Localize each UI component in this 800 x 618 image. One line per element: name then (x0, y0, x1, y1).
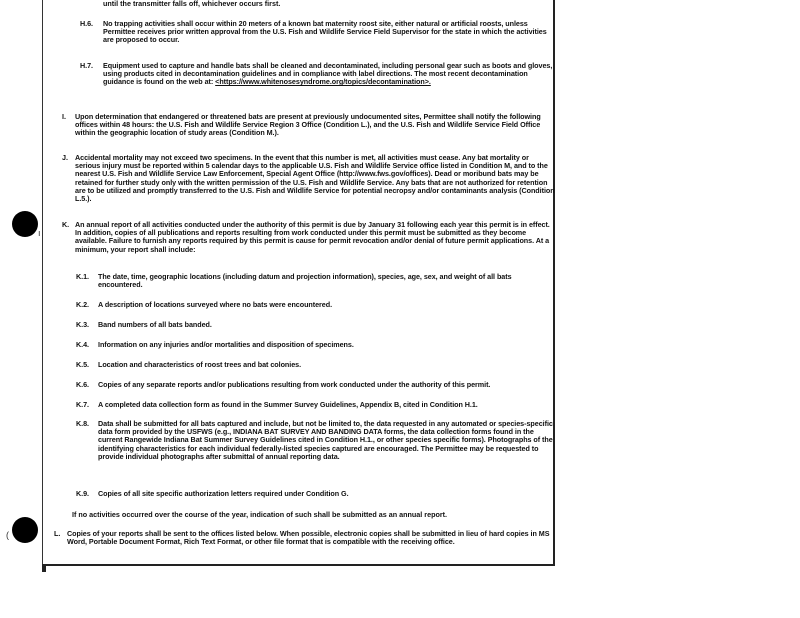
condition-k4-text: Information on any injuries and/or mortalities and disposition of specimens. (98, 340, 354, 349)
condition-l-label: L. (54, 529, 61, 538)
condition-k6-text: Copies of any separate reports and/or publications resulting from work conducted under the authority of this permit. (98, 380, 491, 389)
condition-h6-label: H.6. (80, 19, 93, 28)
condition-k8-text: Data shall be submitted for all bats captured and include, but not be limited to, the data requested in any automated or species-specific data form provided by the USFWS (e.g., INDIANA BAT SURVEY AND BANDING DATA forms, the data collection forms found in the current Rangewide Indiana Bat Summer Survey Guidelines cited in Condition H.1., or other species specific forms). Photographs of the identifying characteristics for each individual federally-listed species captured are encouraged. The Permittee may be requested to provide individual photographs after submittal of annual reporting data. (98, 419, 553, 461)
condition-k8-label: K.8. (76, 419, 89, 428)
punch-hole-lower (12, 517, 38, 543)
margin-paren: ( (6, 530, 9, 540)
margin-mark: ı (38, 228, 41, 238)
condition-j-text: Accidental mortality may not exceed two specimens. In the event that this number is met, all activities must cease. Any bat mortality or serious injury must be reported within 5 calendar days to the applicable U.S. Fish and Wildlife Service office listed in Condition M, and to the nearest U.S. Fish and Wildlife Service Law Enforcement, Special Agent Office (http://www.fws.gov/offices). Dead or moribund bats may be retained for further study only with the written permission of the U.S. Fish and Wildlife Service. Any bats that are not authorized for retention are to be utilized and promptly transferred to the U.S. Fish and Wildlife Service for potential necropsy and/or contaminants analysis (Condition L.5.). (75, 153, 555, 204)
condition-j-label: J. (62, 153, 68, 162)
condition-k9-label: K.9. (76, 489, 89, 498)
top-continuation-line: until the transmitter falls off, whichever occurs first. (103, 0, 281, 8)
decontamination-link[interactable]: <https://www.whitenosesyndrome.org/topics/decontamination>. (215, 77, 431, 87)
condition-l-text: Copies of your reports shall be sent to the offices listed below. When possible, electronic copies shall be submitted in lieu of hard copies in MS Word, Portable Document Format, Rich Text Format, or other file format that is compatible with the receiving office. (67, 529, 550, 547)
condition-k5-text: Location and characteristics of roost trees and bat colonies. (98, 360, 302, 369)
condition-k7-label: K.7. (76, 400, 89, 409)
condition-k9-text: Copies of all site specific authorization letters required under Condition G. (98, 489, 349, 498)
annual-report-note: If no activities occurred over the course of the year, indication of such shall be submitted as an annual report. (72, 510, 448, 519)
page-bottom-fragment (42, 566, 46, 572)
condition-k-text: An annual report of all activities conducted under the authority of this permit is due by January 31 following each year this permit is in effect. In addition, copies of all publications and reports resulting from work conducted under this permit must be submitted as they become available. Failure to furnish any reports required by this permit is cause for permit revocation and/or denial of future permit applications. At a minimum, your report shall include: (75, 220, 550, 254)
condition-h7-body (103, 62, 555, 87)
condition-k2-text: A description of locations surveyed where no bats were encountered. (98, 300, 333, 309)
condition-k4-label: K.4. (76, 340, 89, 349)
condition-k3-label: K.3. (76, 320, 89, 329)
condition-i-text: Upon determination that endangered or threatened bats are present at previously undocumented sites, Permittee shall notify the following offices within 48 hours: the U.S. Fish and Wildlife Service Region 3 Office (Condition L.), and the U.S. Fish and Wildlife Service Field Office within the geographic location of study areas (Condition M.). (75, 112, 541, 138)
condition-k2-label: K.2. (76, 300, 89, 309)
punch-hole-upper (12, 211, 38, 237)
condition-k3-text: Band numbers of all bats banded. (98, 320, 212, 329)
condition-k5-label: K.5. (76, 360, 89, 369)
condition-k1-text: The date, time, geographic locations (including datum and projection information), species, age, sex, and weight of all bats encountered. (98, 272, 512, 290)
condition-k1-label: K.1. (76, 272, 89, 281)
condition-k-label: K. (62, 220, 70, 229)
page-left-edge (42, 0, 43, 566)
condition-h7-label: H.7. (80, 61, 93, 70)
condition-k6-label: K.6. (76, 380, 89, 389)
condition-k7-text: A completed data collection form as found in the Summer Survey Guidelines, Appendix B, cited in Condition H.1. (98, 400, 478, 409)
condition-h7-text: Equipment used to capture and handle bats shall be cleaned and decontaminated, including personal gear such as boots and gloves, using products cited in decontamination guidelines and in compliance with label directions. The most recent decontamination guidance is found on the web at: (103, 61, 553, 87)
page-bottom-edge (42, 564, 554, 566)
condition-h6-text: No trapping activities shall occur within 20 meters of a known bat maternity roost site, either natural or artificial roosts, unless Permittee receives prior written approval from the U.S. Fish and Wildlife Service Field Supervisor for the state in which the activities are proposed to occur. (103, 19, 547, 45)
condition-i-label: I. (62, 112, 66, 121)
